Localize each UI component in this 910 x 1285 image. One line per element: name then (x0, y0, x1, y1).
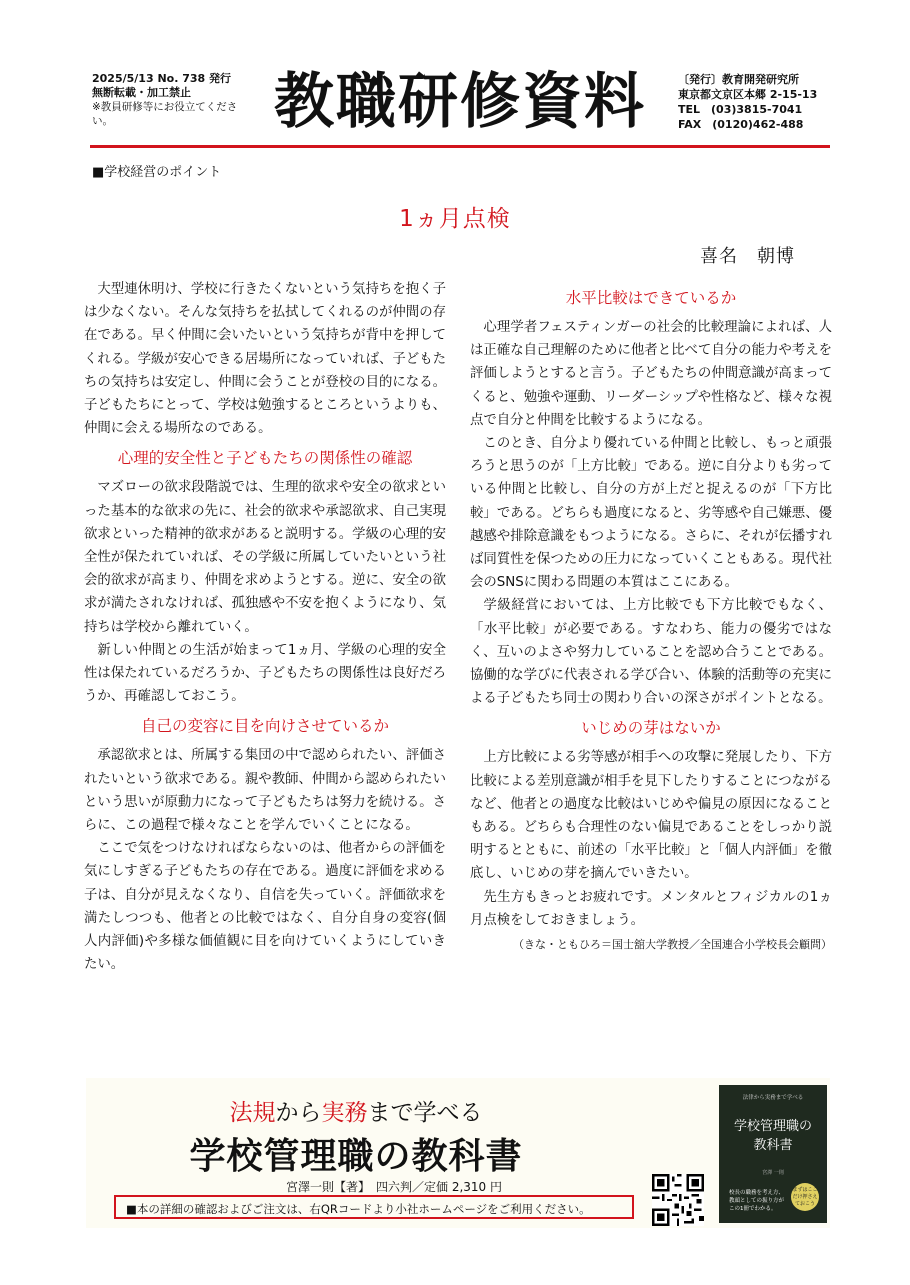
cover-top-line: 法律から実務まで学べる (742, 1095, 804, 1101)
tagline-law: 法規 (229, 1100, 276, 1126)
publisher-name: 〔発行〕教育開発研究所 (678, 73, 799, 86)
heading-bullying: いじめの芽はないか (581, 719, 721, 738)
cover-badge: まずはここだけ押さえておこう (791, 1183, 819, 1211)
no-reprint-notice: 無断転載・加工禁止 (92, 86, 191, 99)
paragraph: 心理学者フェスティンガーの社会的比較理論によれば、人は正確な自己理解のために他者と比べて自分の能力や考えを評価しようとすると言う。子どもたちの仲間意識が高まってくると、勉強や運動、リーダーシップや性格など、様々な視点で自分と仲間を比較するようになる。 (470, 320, 832, 428)
publisher-fax: FAX (0120)462-488 (678, 118, 804, 131)
issue-line: 2025/5/13 No. 738 発行 (92, 72, 232, 85)
right-column (470, 278, 832, 954)
book-advertisement (86, 1078, 830, 1228)
publisher-address: 東京都文京区本郷 2-15-13 (678, 88, 818, 101)
paragraph: 承認欲求とは、所属する集団の中で認められたい、評価されたいという欲求である。親や教師、仲間から認められたいという思いが原動力になって子どもたちは努力を続ける。さらに、この過程で様々なことを学んでいくことになる。 (84, 748, 446, 834)
tagline-from: から (275, 1100, 322, 1126)
cover-blurb: 校長の職務を考え方、教頭としての振り方がこの1冊でわかる。 (729, 1190, 785, 1212)
publisher-info (678, 72, 828, 132)
cover-title (719, 1117, 827, 1155)
issue-info (92, 72, 242, 128)
header-rule (90, 145, 830, 148)
publisher-tel: TEL (03)3815-7041 (678, 103, 803, 116)
tagline-learn: まで学べる (367, 1100, 483, 1126)
intro-paragraph: 大型連休明け、学校に行きたくないという気持ちを抱く子は少なくない。そんな気持ちを払拭してくれるのが仲間の存在である。早く仲間に会いたいという気持ちが背中を押してくれる。学級が安心できる居場所になっていれば、子どもたちの気持ちは安定し、仲間に会うことが登校の目的になる。子どもたちにとって、学校は勉強するところというよりも、仲間に会える場所なのである。 (84, 282, 446, 437)
paragraph: 先生方もきっとお疲れです。メンタルとフィジカルの1ヵ月点検をしておきましょう。 (470, 889, 832, 928)
qr-code-icon[interactable] (652, 1174, 704, 1226)
ad-tagline (86, 1094, 626, 1127)
tagline-practice: 実務 (321, 1100, 368, 1126)
paragraph: ここで気をつけなければならないのは、他者からの評価を気にしすぎる子どもたちの存在である。過度に評価を求める子は、自分が見えなくなり、自信を失っていく。評価欲求を満たしつつも、他者との比較ではなく、自分自身の変容(個人内評価)や多様な価値観に目を向けていくようにしていきたい。 (84, 841, 446, 973)
masthead-title: 教職研修資料 (274, 67, 646, 137)
cover-title-line: 学校管理職の (733, 1119, 812, 1134)
paragraph: 上方比較による劣等感が相手への攻撃に発展したり、下方比較による差別意識が相手を見下したりすることにつながるなど、他者との過度な比較はいじめや偏見の原因になることもある。どちらも合理性のない偏見であることをしっかり説明するとともに、前述の「水平比較」と「個人内評価」を徹底し、いじめの芽を摘んでいきたい。 (470, 750, 832, 882)
book-cover-image (719, 1085, 827, 1223)
heading-psychological-safety: 心理的安全性と子どもたちの関係性の確認 (117, 449, 413, 468)
usage-note: ※教員研修等にお役立てください。 (92, 101, 238, 127)
author-name: 喜名 朝博 (700, 246, 795, 267)
author-credit: （きな・ともひろ＝国士舘大学教授／全国連合小学校長会顧問） (513, 938, 832, 952)
cover-title-line: 教科書 (753, 1138, 793, 1153)
ad-book-meta: 宮澤一則【著】 四六判／定価 2,310 円 (286, 1180, 502, 1194)
cover-author: 宮澤 一則 (762, 1170, 784, 1176)
section-label: ■学校経営のポイント (92, 165, 222, 180)
paragraph: このとき、自分より優れている仲間と比較し、もっと頑張ろうと思うのが「上方比較」である。逆に自分よりも劣っている仲間と比較し、自分の方が上だと捉えるのが「下方比較」である。どちらも過度になると、劣等感や自己嫌悪、優越感や排除意識をもつようになる。さらに、それが伝播すれば同質性を保つための圧力になっていくこともある。現代社会のSNSに関わる問題の本質はここにある。 (470, 436, 832, 591)
left-column (84, 278, 446, 976)
paragraph: 新しい仲間との生活が始まって1ヵ月、学級の心理的安全性は保たれているだろうか、子どもたちの関係性は良好だろうか、再確認しておこう。 (84, 642, 446, 705)
paragraph: マズローの欲求段階説では、生理的欲求や安全の欲求といった基本的な欲求の先に、社会的欲求や承認欲求、自己実現欲求といった精神的欲求があると説明する。学級の心理的安全性が保たれていれば、その学級に所属していたいという社会的欲求が高まり、仲間を求めようとする。逆に、安全の欲求が満たされなければ、孤独感や不安を抱くようになり、気持ちは学校から離れていく。 (84, 480, 446, 635)
article-title: 1ヵ月点検 (399, 206, 511, 232)
ad-order-notice: ■本の詳細の確認およびご注文は、右QRコードより小社ホームページをご利用ください。 (114, 1195, 634, 1219)
heading-self-change: 自己の変容に目を向けさせているか (140, 717, 389, 736)
paragraph: 学級経営においては、上方比較でも下方比較でもなく、「水平比較」が必要である。すなわち、能力の優劣ではなく、互いのよさや努力していることを認め合うことである。協働的な学びに代表される学び合い、体験的活動等の充実による子どもたち同士の関わり合いの深さがポイントとなる。 (470, 598, 832, 707)
ad-book-title: 学校管理職の教科書 (189, 1135, 523, 1177)
heading-horizontal-comparison: 水平比較はできているか (565, 289, 737, 307)
